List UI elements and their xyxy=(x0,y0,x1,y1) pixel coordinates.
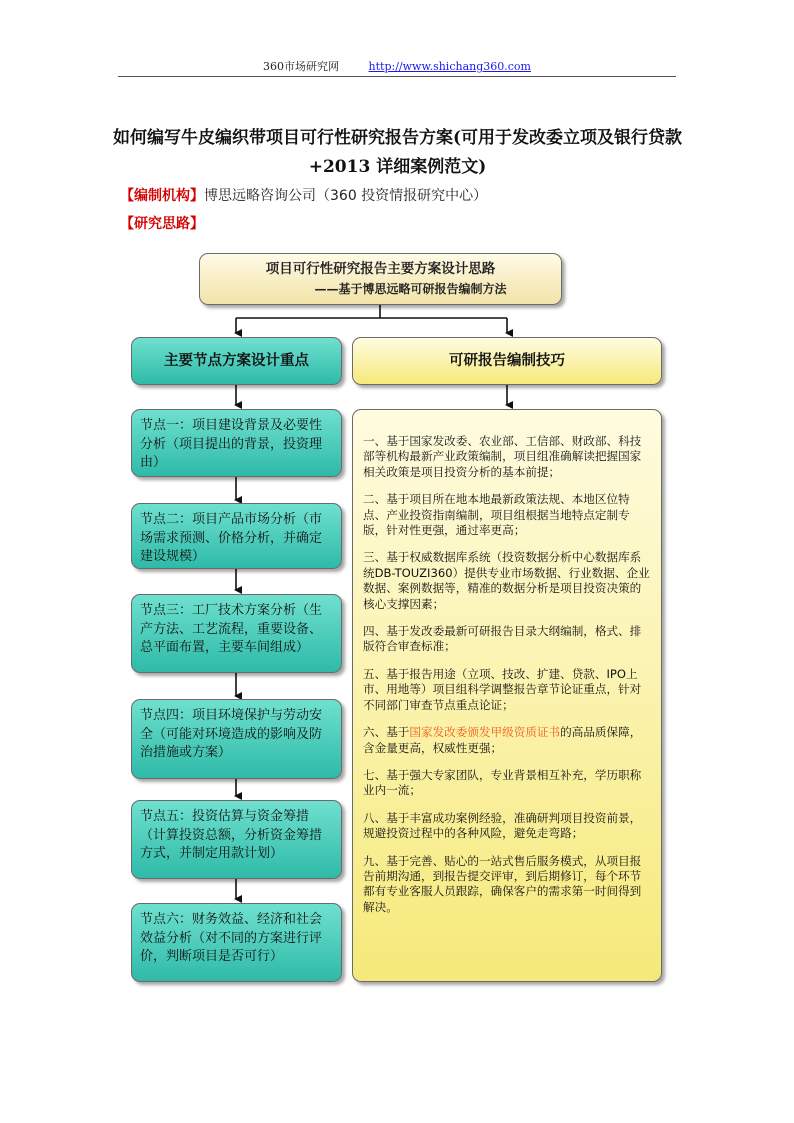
tips-box xyxy=(352,409,662,982)
tip-1: 一、基于国家发改委、农业部、工信部、财政部、科技部等机构最新产业政策编制，项目组准确解读把握国家相关政策是项目投资分析的基本前提； xyxy=(363,434,642,479)
org-label: 【编制机构】 xyxy=(120,188,204,204)
tip-5: 五、基于报告用途（立项、技改、扩建、贷款、IPO上市、用地等）项目组科学调整报告章节论证重点，针对不同部门审查节点重点论证； xyxy=(363,666,642,712)
tip-8: 八、基于丰富成功案例经验，准确研判项目投资前景，规避投资过程中的各种风险，避免走弯路； xyxy=(363,810,642,841)
site-name: 360市场研究网 xyxy=(263,60,340,73)
site-url-link[interactable]: http://www.shichang360.com xyxy=(368,60,531,73)
diagram-top-subtitle: ——基于博思远略可研报告编制方法 xyxy=(314,282,507,296)
node-1: 节点一：项目建设背景及必要性分析（项目提出的背景，投资理由） xyxy=(131,409,342,477)
tip-6 xyxy=(363,725,651,756)
org-value: 博思远略咨询公司（360 投资情报研究中心） xyxy=(204,188,488,204)
diagram-top-title: 项目可行性研究报告主要方案设计思路 xyxy=(265,261,496,277)
tip-9: 九、基于完善、贴心的一站式售后服务模式，从项目报告前期沟通，到报告提交评审，到后期修订，每个环节都有专业客服人员跟踪，确保客户的需求第一时间得到解决。 xyxy=(363,853,642,914)
node-5: 节点五：投资估算与资金筹措（计算投资总额，分析资金筹措方式，并制定用款计划） xyxy=(131,800,342,879)
document-title: 如何编写牛皮编织带项目可行性研究报告方案(可用于发改委立项及银行贷款+2013 详细案例范文) xyxy=(112,128,683,177)
right-head-box: 可研报告编制技巧 xyxy=(352,337,662,385)
tip-4: 四、基于发改委最新可研报告目录大纲编制，格式、排版符合审查标准； xyxy=(363,624,642,654)
diagram-top-box xyxy=(199,253,562,305)
tip-6-highlight: 国家发改委颁发甲级资质证书 xyxy=(409,725,561,740)
tip-2: 二、基于项目所在地本地最新政策法规、本地区位特点、产业投资指南编制，项目组根据当地特点定制专版，针对性更强，通过率更高； xyxy=(363,492,630,538)
tip-6-post: 的高品质保障，含金量更高，权威性更强； xyxy=(363,725,642,755)
approach-label: 【研究思路】 xyxy=(120,216,204,232)
left-head-box: 主要节点方案设计重点 xyxy=(131,337,342,385)
tip-6-pre: 六、基于 xyxy=(363,725,410,740)
node-3: 节点三：工厂技术方案分析（生产方法、工艺流程，重要设备、总平面布置，主要车间组成） xyxy=(131,594,342,673)
node-6: 节点六：财务效益、经济和社会效益分析（对不同的方案进行评价，判断项目是否可行） xyxy=(131,903,342,982)
tip-3: 三、基于权威数据库系统（投资数据分析中心数据库系统DB-TOUZI360）提供专业市场数据、行业数据、企业数据、案例数据等，精准的数据分析是项目投资决策的核心支撑因素； xyxy=(363,550,650,611)
node-2: 节点二：项目产品市场分析（市场需求预测、价格分析，并确定建设规模） xyxy=(131,503,342,569)
tip-7: 七、基于强大专家团队，专业背景相互补充，学历职称业内一流； xyxy=(363,767,642,798)
node-4: 节点四：项目环境保护与劳动安全（可能对环境造成的影响及防治措施或方案） xyxy=(131,699,342,779)
